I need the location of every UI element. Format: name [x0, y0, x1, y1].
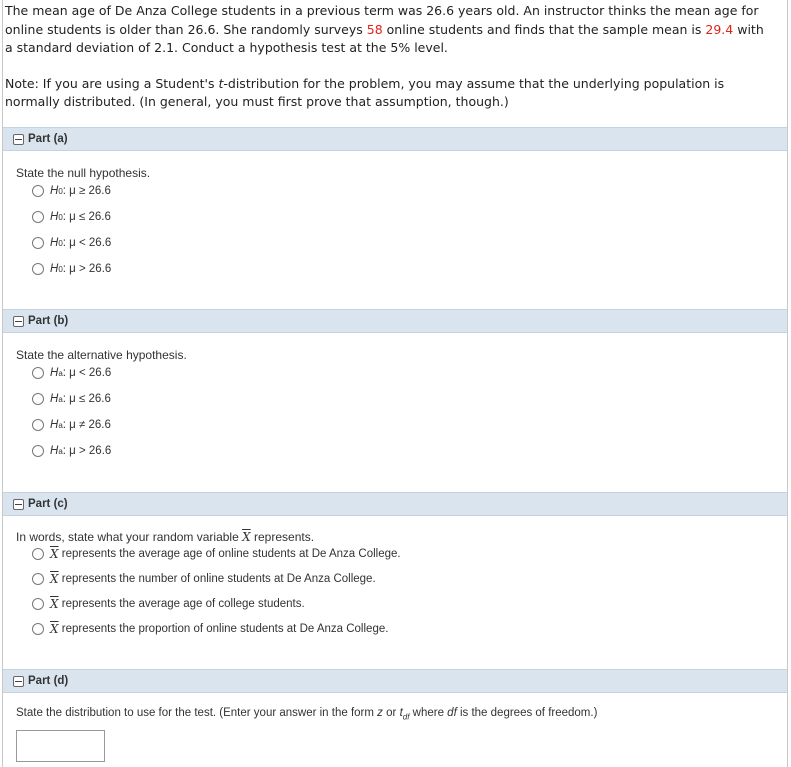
part-a-option-1[interactable]	[32, 185, 111, 197]
z-symbol: z	[377, 707, 383, 719]
part-c-label: Part (c)	[28, 498, 68, 510]
note-t: t	[218, 75, 224, 91]
option-text: represents the average age of college students.	[61, 598, 305, 610]
prompt-before: State the distribution to use for the test. (Enter your answer in the form	[16, 707, 374, 719]
mu-symbol: : μ	[62, 211, 76, 223]
part-b-option-3[interactable]	[32, 419, 111, 431]
part-d-prompt	[16, 707, 597, 721]
h-symbol: H	[50, 367, 59, 379]
option-text: > 26.6	[79, 445, 112, 457]
mu-symbol: : μ	[62, 367, 76, 379]
note-after: -distribution for the problem, you may assume that the underlying population is normally distributed. (In general, you must first prove that assumption, though.)	[5, 75, 725, 109]
part-b-prompt: State the alternative hypothesis.	[16, 348, 187, 362]
mu-symbol: : μ	[62, 419, 76, 431]
intro-mid-text: online students and finds that the sample mean is	[386, 21, 702, 37]
t-symbol: t	[399, 707, 403, 719]
part-b-header[interactable]	[3, 309, 787, 333]
option-text: represents the average age of online students at De Anza College.	[61, 548, 401, 560]
part-d-label: Part (d)	[28, 675, 69, 687]
radio-button[interactable]	[32, 393, 44, 405]
prompt-after: is the degrees of freedom.)	[459, 707, 598, 719]
h-subscript: 0	[58, 186, 63, 196]
mu-symbol: : μ	[62, 445, 76, 457]
radio-button[interactable]	[32, 237, 44, 249]
where-text: where	[412, 707, 444, 719]
radio-button[interactable]	[32, 548, 44, 560]
part-b-option-1[interactable]	[32, 367, 111, 379]
h-subscript: 0	[58, 238, 63, 248]
mu-symbol: : μ	[62, 263, 76, 275]
sample-size: 58	[366, 21, 383, 37]
h-symbol: H	[50, 211, 59, 223]
intro-after-text: with a standard deviation of 2.1. Conduct a hypothesis test at the 5% level.	[5, 21, 764, 55]
part-a-option-2[interactable]	[32, 211, 111, 223]
note-text	[5, 75, 775, 112]
option-text: represents the number of online students at De Anza College.	[61, 573, 376, 585]
part-a-option-3[interactable]	[32, 237, 111, 249]
h-subscript: a	[58, 368, 63, 378]
radio-button[interactable]	[32, 211, 44, 223]
part-a-label: Part (a)	[28, 133, 68, 145]
part-c-header[interactable]	[3, 492, 787, 516]
part-c-option-4[interactable]	[32, 622, 388, 636]
df-subscript: df	[402, 712, 410, 722]
problem-text	[5, 2, 775, 58]
option-text: ≥ 26.6	[79, 185, 111, 197]
x-bar-symbol: $\overline{X}$	[50, 572, 59, 586]
mu-symbol: : μ	[62, 393, 76, 405]
h-subscript: a	[58, 446, 63, 456]
h-symbol: H	[50, 393, 59, 405]
part-a-option-4[interactable]	[32, 263, 111, 275]
radio-button[interactable]	[32, 445, 44, 457]
collapse-icon[interactable]	[13, 499, 24, 510]
h-symbol: H	[50, 185, 59, 197]
option-text: < 26.6	[79, 237, 112, 249]
prompt-after: represents.	[254, 530, 315, 544]
collapse-icon[interactable]	[13, 676, 24, 687]
h-symbol: H	[50, 419, 59, 431]
h-subscript: a	[58, 420, 63, 430]
radio-button[interactable]	[32, 573, 44, 585]
df-text: df	[447, 707, 457, 719]
x-bar-symbol: $\overline{X}$	[242, 530, 251, 544]
h-subscript: a	[58, 394, 63, 404]
mu-symbol: : μ	[62, 185, 76, 197]
part-c-option-2[interactable]	[32, 572, 376, 586]
x-bar-symbol: $\overline{X}$	[50, 547, 59, 561]
part-a-header[interactable]	[3, 127, 787, 151]
mu-symbol: : μ	[62, 237, 76, 249]
option-text: represents the proportion of online students at De Anza College.	[61, 623, 389, 635]
option-text: ≤ 26.6	[79, 211, 111, 223]
collapse-icon[interactable]	[13, 316, 24, 327]
h-subscript: 0	[58, 264, 63, 274]
radio-button[interactable]	[32, 419, 44, 431]
note-before: Note: If you are using a Student's	[5, 75, 215, 91]
option-text: ≠ 26.6	[79, 419, 111, 431]
h-subscript: 0	[58, 212, 63, 222]
part-c-prompt	[16, 530, 314, 544]
part-a-prompt: State the null hypothesis.	[16, 166, 151, 180]
collapse-icon[interactable]	[13, 134, 24, 145]
option-text: ≤ 26.6	[79, 393, 111, 405]
h-symbol: H	[50, 445, 59, 457]
question-frame	[2, 0, 788, 767]
part-c-option-3[interactable]	[32, 597, 305, 611]
part-b-label: Part (b)	[28, 315, 69, 327]
radio-button[interactable]	[32, 598, 44, 610]
sample-mean: 29.4	[705, 21, 734, 37]
radio-button[interactable]	[32, 623, 44, 635]
part-b-option-4[interactable]	[32, 445, 111, 457]
option-text: > 26.6	[79, 263, 112, 275]
distribution-answer-input[interactable]	[16, 730, 105, 762]
intro-text: The mean age of De Anza College students in a previous term was 26.6 years old. An instructor thinks the mean age for online students is older than 26.6. She randomly surveys	[5, 3, 759, 37]
problem-statement	[5, 2, 775, 112]
option-text: < 26.6	[79, 367, 112, 379]
x-bar-symbol: $\overline{X}$	[50, 597, 59, 611]
radio-button[interactable]	[32, 185, 44, 197]
h-symbol: H	[50, 263, 59, 275]
x-bar-symbol: $\overline{X}$	[50, 622, 59, 636]
radio-button[interactable]	[32, 263, 44, 275]
prompt-before: In words, state what your random variable	[16, 530, 239, 544]
part-d-header[interactable]	[3, 669, 787, 693]
h-symbol: H	[50, 237, 59, 249]
or-text: or	[386, 707, 397, 719]
part-c-option-1[interactable]	[32, 547, 401, 561]
radio-button[interactable]	[32, 367, 44, 379]
part-b-option-2[interactable]	[32, 393, 111, 405]
